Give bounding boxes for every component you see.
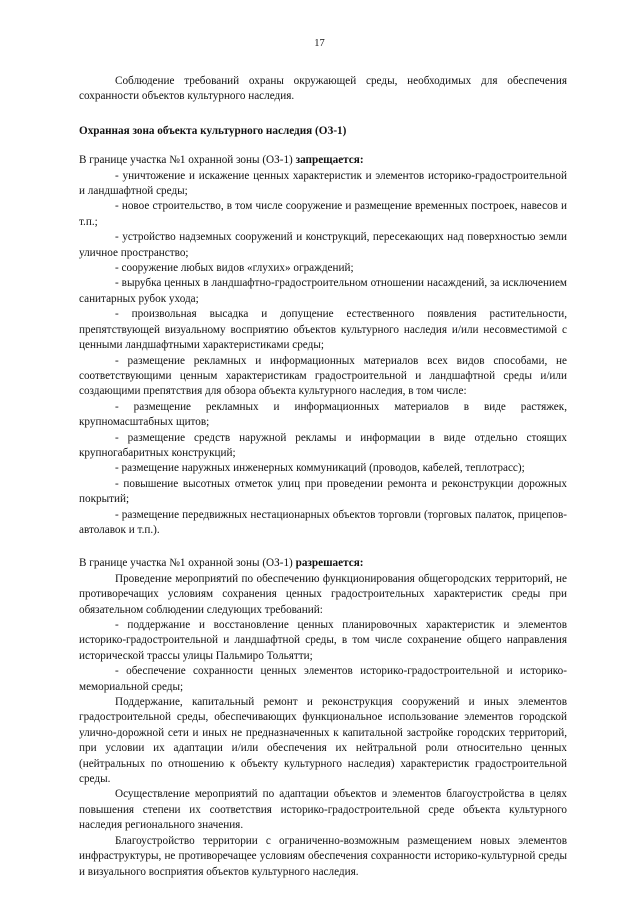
allowed-paragraph: Благоустройство территории с ограниченно-возможным размещением новых элементов инфраструктуры, не противоречащее условиям обеспечения сохранности историко-культурной среды и визуального восприятия объектов культурного наследия. [79,834,567,878]
prohibited-item: - размещение средств наружной рекламы и информации в виде отдельно стоящих крупногабаритных конструкций; [79,431,567,459]
allowed-paragraph: Проведение мероприятий по обеспечению функционирования общегородских территорий, не противоречащих условиям сохранения ценных градостроительных характеристик среды при обязательном соблюдении следующих требований: [79,572,567,616]
prohibited-item: - уничтожение и искажение ценных характеристик и элементов историко-градостроительной и ландшафтной среды; [79,169,567,198]
prohibited-item: - сооружение любых видов «глухих» ограждений; [115,262,354,275]
prohibited-lead [79,153,567,168]
allowed-lead [79,556,567,571]
intro-paragraph: Соблюдение требований охраны окружающей среды, необходимых для обеспечения сохранности объектов культурного наследия. [79,75,567,103]
allowed-lead-text: В границе участка №1 охранной зоны (ОЗ-1) [79,557,296,570]
prohibited-item: - новое строительство, в том числе сооружение и размещение временных построек, навесов и т.п.; [79,200,567,228]
page-content [79,74,567,880]
prohibited-item: - вырубка ценных в ландшафтно-градостроительном отношении насаждений, за исключением санитарных рубок ухода; [79,277,567,305]
prohibited-item: - размещение наружных инженерных коммуникаций (проводов, кабелей, теплотрасс); [115,462,525,475]
page-number: 17 [314,38,325,49]
allowed-paragraph: - поддержание и восстановление ценных планировочных характеристик и элементов историко-градостроительной и ландшафтной среды, в том числе сохранение общего направления исторической трассы улицы Пальмиро Тольятти; [79,619,567,662]
allowed-paragraph: Осуществление мероприятий по адаптации объектов и элементов благоустройства в целях повышения степени их соответствия историко-градостроительной среде объекта культурного наследия регионального значения. [79,788,567,832]
allowed-paragraph: - обеспечение сохранности ценных элементов историко-градостроительной и историко-мемориальной среды; [79,665,567,693]
section-title: Охранная зона объекта культурного наследия (ОЗ-1) [79,124,347,137]
prohibited-item: - размещение рекламных и информационных материалов всех видов способами, не соответствующими ценным характеристикам градостроительной и ландшафтной среды и/или создающими препятствия для обзора объекта культурного наследия, в том числе: [79,354,567,398]
prohibited-item: - устройство надземных сооружений и конструкций, пересекающих над поверхностью земли уличное пространство; [79,231,567,259]
section-gap [79,538,567,556]
prohibited-item: - произвольная высадка и допущение естественного появления растительности, препятствующей визуальному восприятию объектов культурного наследия и/или несовместимой с ценными ландшафтными характеристиками среды; [79,308,567,352]
prohibited-item: - размещение рекламных и информационных материалов в виде растяжек, крупномасштабных щитов; [79,400,567,429]
prohibited-lead-text: В границе участка №1 охранной зоны (ОЗ-1) [79,154,296,167]
prohibited-lead-bold: запрещается: [295,154,364,167]
prohibited-item: - повышение высотных отметок улиц при проведении ремонта и реконструкции дорожных покрытий; [79,477,567,506]
allowed-paragraph: Поддержание, капитальный ремонт и реконструкция сооружений и иных элементов градостроительной среды, обеспечивающих функциональное использование элементов городской улично-дорожной сети и иных не предназначенных к капитальной застройке городских территорий, при условии их адаптации и/или обеспечения их нейтральной роли относительно ценных (нейтральных по отношению к объекту культурного наследия) характеристик градостроительной среды. [79,696,567,786]
prohibited-item: - размещение передвижных нестационарных объектов торговли (торговых палаток, прицепов-автолавок и т.п.). [79,508,567,536]
allowed-lead-bold: разрешается: [295,557,364,570]
